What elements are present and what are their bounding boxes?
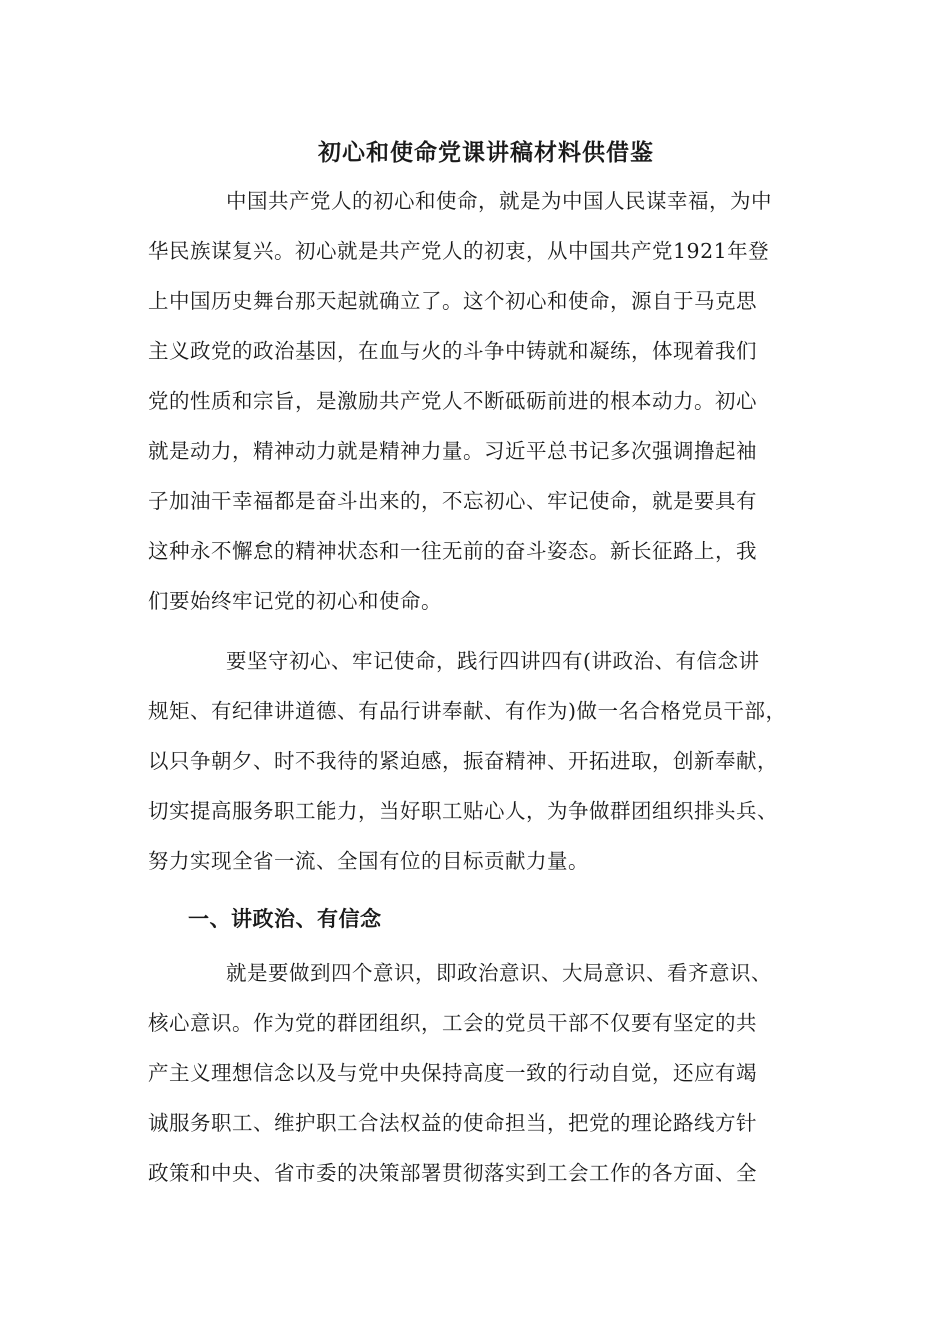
paragraph-1-line: 这种永不懈怠的精神状态和一往无前的奋斗姿态。新长征路上，我	[148, 539, 757, 563]
paragraph-3-line: 产主义理想信念以及与党中央保持高度一致的行动自觉，还应有竭	[148, 1061, 757, 1085]
document-title: 初心和使命党课讲稿材料供借鉴	[318, 140, 654, 166]
paragraph-3-line: 诚服务职工、维护职工合法权益的使命担当，把党的理论路线方针	[148, 1111, 757, 1135]
paragraph-1-line: 党的性质和宗旨，是激励共产党人不断砥砺前进的根本动力。初心	[148, 389, 757, 413]
paragraph-1-line: 子加油干幸福都是奋斗出来的，不忘初心、牢记使命，就是要具有	[148, 489, 757, 513]
paragraph-3-line: 政策和中央、省市委的决策部署贯彻落实到工会工作的各方面、全	[148, 1161, 757, 1185]
paragraph-1-line: 华民族谋复兴。初心就是共产党人的初衷，从中国共产党1921年登	[148, 239, 770, 263]
paragraph-1-line: 上中国历史舞台那天起就确立了。这个初心和使命，源自于马克思	[148, 289, 757, 313]
paragraph-2-line: 以只争朝夕、时不我待的紧迫感，振奋精神、开拓进取，创新奉献，	[148, 749, 778, 773]
paragraph-1-line: 们要始终牢记党的初心和使命。	[148, 589, 442, 613]
section-heading: 一、讲政治、有信念	[188, 907, 382, 931]
paragraph-1-line: 主义政党的政治基因，在血与火的斗争中铸就和凝练，体现着我们	[148, 339, 757, 363]
paragraph-2-line: 努力实现全省一流、全国有位的目标贡献力量。	[148, 849, 589, 873]
paragraph-2-line: 规矩、有纪律讲道德、有品行讲奉献、有作为)做一名合格党员干部，	[148, 699, 787, 723]
paragraph-1-line: 就是动力，精神动力就是精神力量。习近平总书记多次强调撸起袖	[148, 439, 757, 463]
paragraph-2-line: 切实提高服务职工能力，当好职工贴心人，为争做群团组织排头兵、	[148, 799, 778, 823]
paragraph-1-line: 中国共产党人的初心和使命，就是为中国人民谋幸福，为中	[226, 189, 772, 213]
paragraph-2-line: 要坚守初心、牢记使命，践行四讲四有(讲政治、有信念讲	[226, 649, 760, 673]
paragraph-3-line: 核心意识。作为党的群团组织，工会的党员干部不仅要有坚定的共	[148, 1011, 757, 1035]
paragraph-3-line: 就是要做到四个意识，即政治意识、大局意识、看齐意识、	[226, 961, 772, 985]
